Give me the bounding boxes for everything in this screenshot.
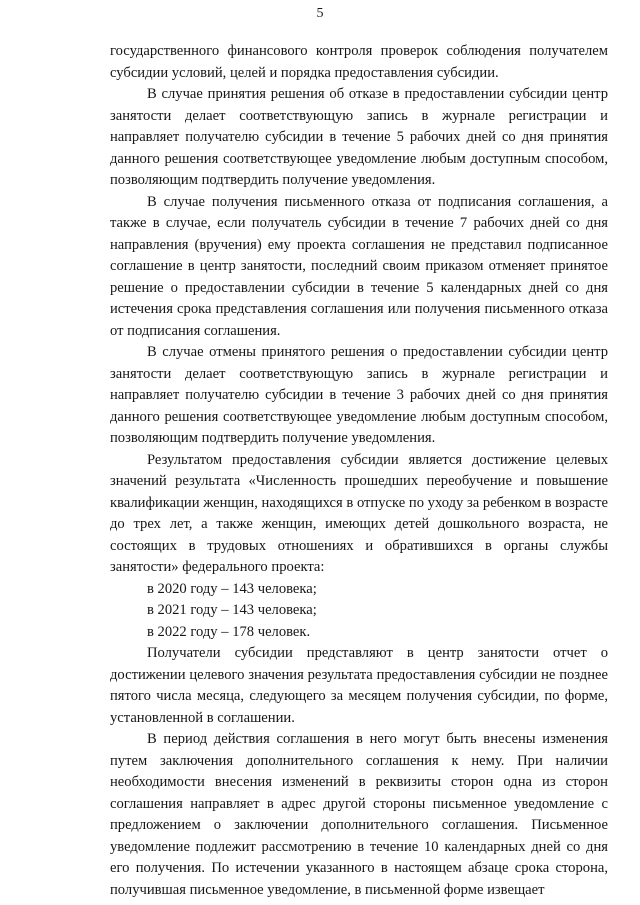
paragraph-subsidy-result: Результатом предоставления субсидии является достижение целевых значений результата «Численность прошедших переобучение и повышение квалификации женщин, находящихся в отпуске по уходу за ребенком в возрасте до трех лет, а также женщин, имеющих детей дошкольного возраста, не состоящих в трудовых отношениях и обратившихся в органы службы занятости» федерального проекта: — [110, 451, 608, 575]
target-2020: в 2020 году – 143 человека; — [147, 580, 317, 597]
paragraph-decision-cancellation: В случае отмены принятого решения о предоставлении субсидии центр занятости делает соответствующую запись в журнале регистрации и направляет получателю субсидии в течение 3 рабочих дней со дня принятия данного решения соответствующее уведомление любым доступным способом, позволяющим подтвердить получение уведомления. — [110, 344, 608, 446]
target-2022: в 2022 году – 178 человек. — [147, 623, 311, 640]
paragraph-amendments: В период действия соглашения в него могут быть внесены изменения путем заключения дополнительного соглашения к нему. При наличии необходимости внесения изменений в реквизиты сторон одна из сторон соглашения направляет в адрес другой стороны письменное уведомление с предложением о заключении дополнительного соглашения. Письменное уведомление подлежит рассмотрению в течение 10 календарных дней со дня его получения. По истечении указанного в настоящем абзаце срока сторона, получившая письменное уведомление, в письменной форме извещает — [110, 731, 608, 898]
paragraph-refusal-notice: В случае принятия решения об отказе в предоставлении субсидии центр занятости делает соответствующую запись в журнале регистрации и направляет получателю субсидии в течение 5 рабочих дней со дня принятия данного решения соответствующее уведомление любым доступным способом, позволяющим подтвердить получение уведомления. — [110, 86, 608, 188]
page-number: 5 — [316, 6, 324, 21]
paragraph-written-refusal: В случае получения письменного отказа от подписания соглашения, а также в случае, если получатель субсидии в течение 7 рабочих дней со дня направления (вручения) ему проекта соглашения не представил подписанное соглашение в центр занятости, последний своим приказом отменяет принятое решение о предоставлении субсидии в течение 5 календарных дней со дня истечения срока представления соглашения или получения письменного отказа от подписания соглашения. — [110, 193, 608, 339]
paragraph-report: Получатели субсидии представляют в центр занятости отчет о достижении целевого значения результата предоставления субсидии не позднее пятого числа месяца, следующего за месяцем получения субсидии, по форме, установленной в соглашении. — [110, 645, 608, 726]
target-2021: в 2021 году – 143 человека; — [147, 602, 317, 618]
paragraph-continuation: государственного финансового контроля проверок соблюдения получателем субсидии условий, целей и порядка предоставления субсидии. — [110, 43, 608, 81]
document-body — [110, 41, 608, 901]
